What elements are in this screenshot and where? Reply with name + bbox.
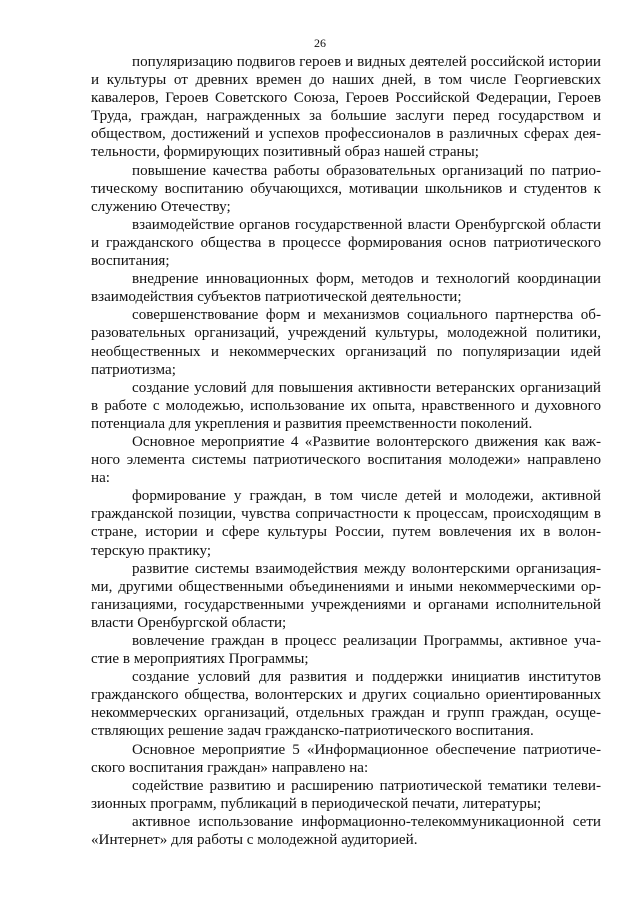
paragraph: взаимодействие органов государственной власти Оренбургской области и гражданского общества в процессе формирования основ патриотического воспитания; <box>91 216 601 270</box>
paragraph: Основное мероприятие 5 «Информационное обеспечение патриотического воспитания граждан» направлено на: <box>91 741 601 776</box>
paragraph: внедрение инновационных форм, методов и технологий координации взаимодействия субъектов патриотической деятельности; <box>91 271 601 306</box>
paragraph: создание условий для повышения активности ветеранских организаций в работе с молодежью, использование их опыта, нравственного и духовного потенциала для укрепления и развития преемственности поколений. <box>91 379 601 432</box>
document-body <box>91 53 601 849</box>
paragraph: Основное мероприятие 4 «Развитие волонтерского движения как важного элемента системы патриотического воспитания молодежи» направлено на: <box>91 433 601 487</box>
paragraph: активное использование информационно-телекоммуникационной сети «Интернет» для работы с молодежной аудиторией. <box>91 813 601 849</box>
paragraph: совершенствование форм и механизмов социального партнерства образовательных организаций, учреждений культуры, молодежной политики, необщественных и некоммерческих организаций по популяризации идей патриотизма; <box>91 307 601 378</box>
page-number: 26 <box>314 36 326 50</box>
paragraph: популяризацию подвигов героев и видных деятелей российской истории и культуры от древних времен до наших дней, в том числе Георгиевских кавалеров, Героев Советского Союза, Героев Российской Федерации, Героев Труда, граждан, награжденных за большие заслуги перед государством и обществом, достижений и успехов профессионалов в различных сферах деятельности, формирующих позитивный образ нашей страны; <box>91 54 601 161</box>
paragraph: повышение качества работы образовательных организаций по патриотическому воспитанию обучающихся, мотивации школьников и студентов к служению Отечеству; <box>91 162 601 215</box>
paragraph: содействие развитию и расширению патриотической тематики телевизионных программ, публикаций в периодической печати, литературы; <box>91 777 601 812</box>
paragraph: вовлечение граждан в процесс реализации Программы, активное участие в мероприятиях Программы; <box>91 633 601 668</box>
paragraph: развитие системы взаимодействия между волонтерскими организациями, другими общественными объединениями и иными некоммерческими организациями, государственными учреждениями и органами исполнительной власти Оренбургской области; <box>91 560 601 631</box>
paragraph: формирование у граждан, в том числе детей и молодежи, активной гражданской позиции, чувства сопричастности к процессам, происходящим в стране, истории и сфере культуры России, путем вовлечения их в волонтерскую практику; <box>91 488 601 559</box>
paragraph: создание условий для развития и поддержки инициатив институтов гражданского общества, волонтерских и других социально ориентированных некоммерческих организаций, отдельных граждан и групп граждан, осуществляющих решение задач гражданско-патриотического воспитания. <box>91 669 601 740</box>
